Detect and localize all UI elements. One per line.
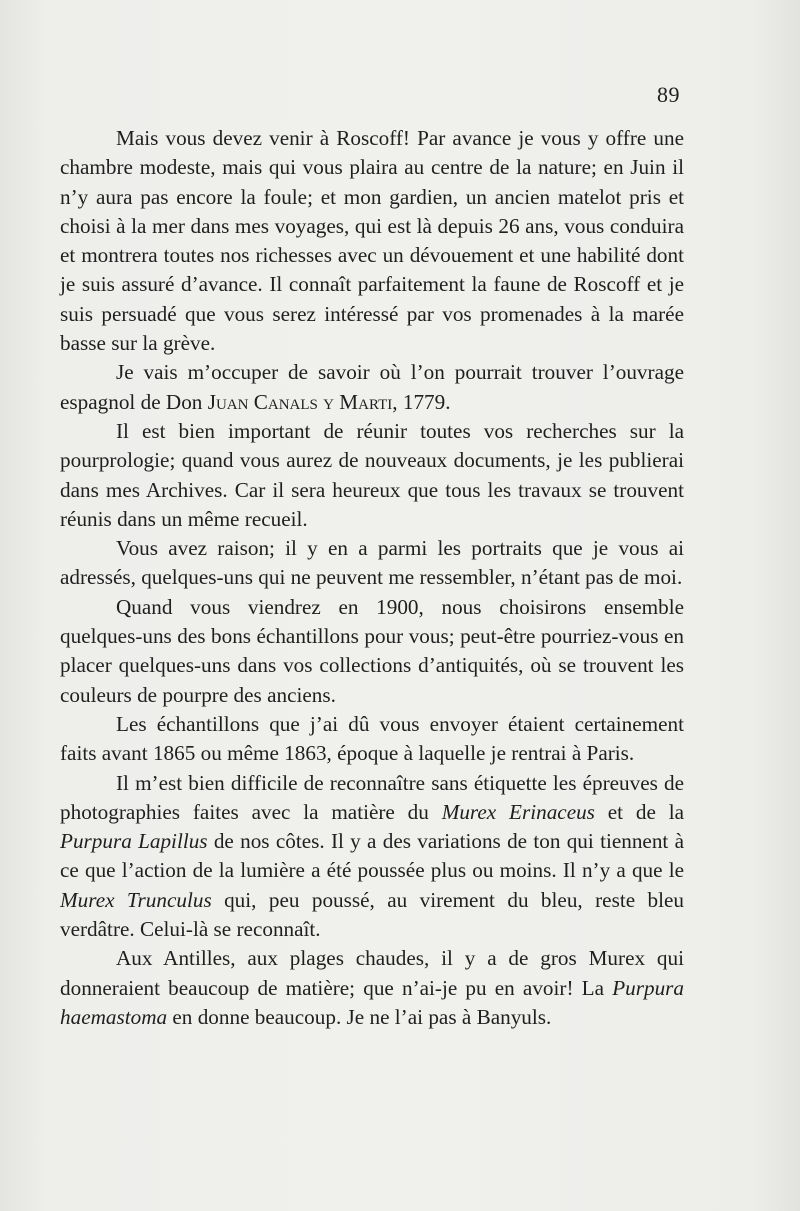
- paragraph-antilles: [60, 944, 684, 1032]
- paragraph-roscoff-invitation: Mais vous devez venir à Roscoff! Par avance je vous y offre une chambre modeste, mais qui vous plaira au centre de la nature; en Juin il n’y aura pas encore la foule; et mon gardien, un ancien matelot pris et choisi à la mer dans mes voyages, qui est là depuis 26 ans, vous conduira et montrera toutes nos richesses avec un dévouement et une habilité dont je suis assuré d’avance. Il connaît parfaitement la faune de Roscoff et je suis persuadé que vous serez intéressé par vos promenades à la marée basse sur la grève.: [60, 126, 684, 356]
- paragraph-text: qui, peu poussé, au virement du bleu, reste bleu verdâtre. Celui-là se reconnaît.: [60, 887, 684, 942]
- species-name: Murex Trunculus: [60, 887, 212, 912]
- paragraph-pourprologie: Il est bien important de réunir toutes vos recherches sur la pourprologie; quand vous aurez de nouveaux documents, je les publierai dans mes Archives. Car il sera heureux que tous les travaux se trouvent réunis dans un même recueil.: [60, 418, 684, 531]
- paragraph-photographs: [60, 769, 684, 945]
- letter-text: [60, 124, 684, 1032]
- paragraph-text: , 1779.: [392, 389, 451, 414]
- paragraph-text: de nos côtes. Il y a des variations de ton qui tiennent à ce que l’action de la lumière a été poussée plus ou moins. Il n’y a que le: [60, 829, 684, 883]
- paragraph-samples-1900: Quand vous viendrez en 1900, nous choisirons ensemble quelques-uns des bons échantillons pour vous; peut-être pourriez-vous en placer quelques-uns dans vos collections d’antiquités, où se trouvent les couleurs de pourpre des anciens.: [60, 594, 684, 707]
- paragraph-portraits: Vous avez raison; il y en a parmi les portraits que je vous ai adressés, quelques-uns qui ne peuvent me ressembler, n’étant pas de moi.: [60, 536, 684, 590]
- paragraph-text: en donne beaucoup. Je ne l’ai pas à Banyuls.: [167, 1004, 552, 1029]
- species-name: Purpura haemastoma: [60, 975, 684, 1029]
- paragraph-text: Je vais m’occuper de savoir où l’on pourrait trouver l’ouvrage espagnol de Don: [60, 360, 684, 414]
- species-name: Purpura Lapillus: [60, 829, 208, 854]
- page-number: 89: [657, 82, 680, 107]
- paragraph-text: et de la: [594, 799, 684, 824]
- paragraph-text: Aux Antilles, aux plages chaudes, il y a de gros Murex qui donneraient beaucoup de matière; que n’ai-je pu en avoir! La: [60, 946, 684, 1000]
- paragraph-text: Il m’est bien difficile de reconnaître sans étiquette les épreuves de photographies faites avec la matière du: [60, 770, 684, 824]
- author-name: Juan Canals y Marti: [207, 389, 393, 414]
- paragraph-spanish-work: [60, 358, 684, 417]
- paragraph-samples-dating: Les échantillons que j’ai dû vous envoyer étaient certainement faits avant 1865 ou même 1863, époque à laquelle je rentrai à Paris.: [60, 711, 684, 766]
- species-name: Murex Erinaceus: [441, 799, 595, 824]
